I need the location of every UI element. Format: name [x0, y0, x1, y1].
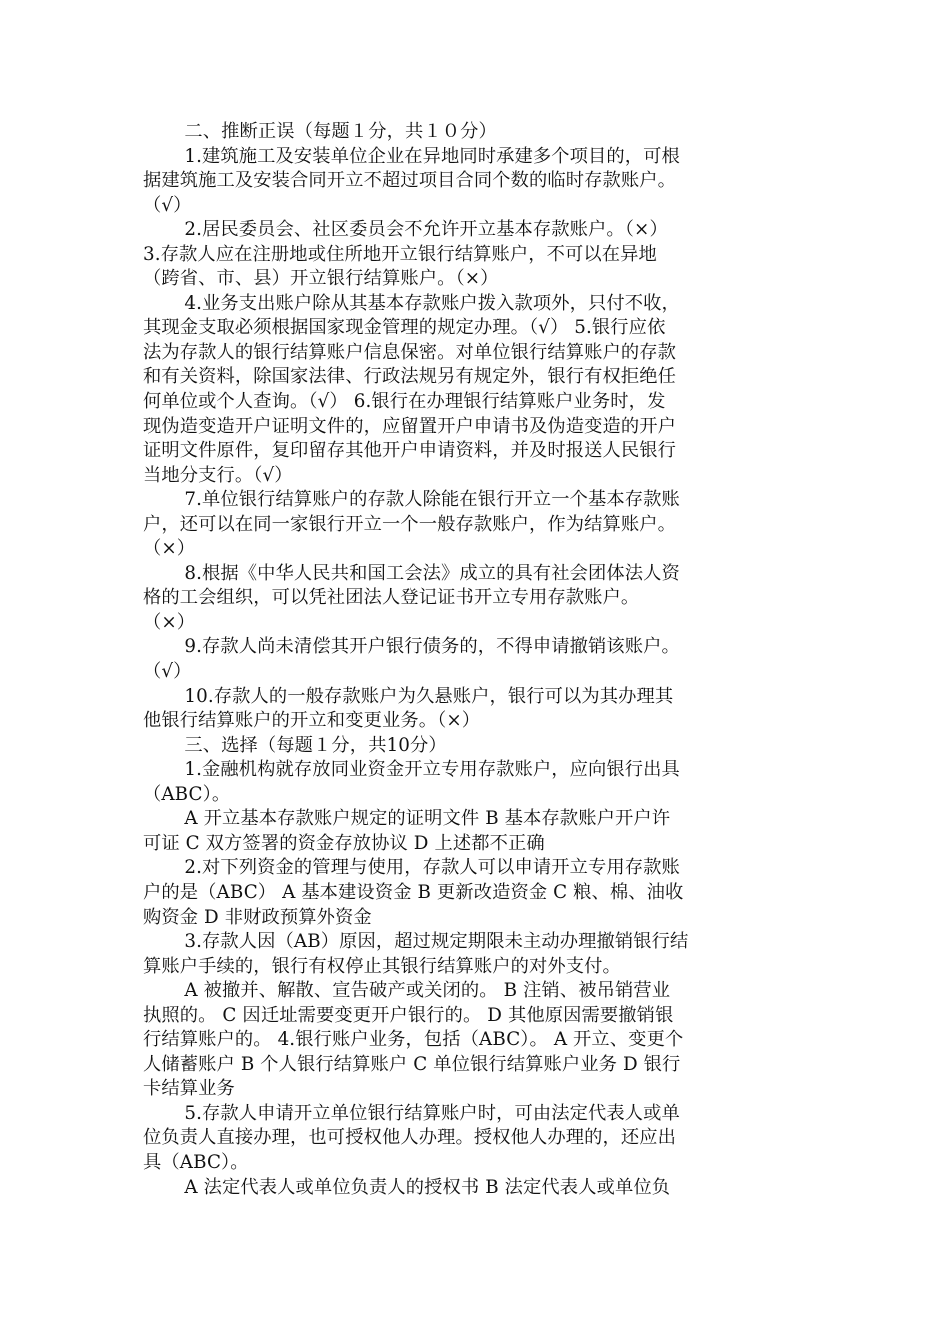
text-line: A 法定代表人或单位负责人的授权书 B 法定代表人或单位负 [143, 1176, 671, 1198]
text-line: 当地分支行。（√） [143, 464, 293, 486]
text-line: 格的工会组织，可以凭社团法人登记证书开立专用存款账户。 [143, 587, 640, 609]
text-line: 卡结算业务 [143, 1078, 235, 1100]
text-line: 执照的。 C 因迁址需要变更开户银行的。 D 其他原因需要撤销银 [143, 1004, 674, 1026]
text-line: 3.存款人应在注册地或住所地开立银行结算账户，不可以在异地 [143, 243, 657, 265]
text-line: 户，还可以在同一家银行开立一个一般存款账户，作为结算账户。 [143, 513, 677, 535]
text-line: 据建筑施工及安装合同开立不超过项目合同个数的临时存款账户。 [143, 170, 677, 192]
text-line: 和有关资料，除国家法律、行政法规另有规定外，银行有权拒绝任 [143, 366, 677, 388]
text-line: 1.建筑施工及安装单位企业在异地同时承建多个项目的，可根 [143, 145, 680, 167]
text-line: 9.存款人尚未清偿其开户银行债务的，不得申请撤销该账户。 [143, 636, 680, 658]
document-text [143, 120, 813, 1200]
text-line: 行结算账户的。 4.银行账户业务，包括（ABC）。 A 开立、变更个 [143, 1029, 684, 1051]
text-line: 算账户手续的，银行有权停止其银行结算账户的对外支付。 [143, 955, 621, 977]
text-line: 3.存款人因（AB）原因，超过规定期限未主动办理撤销银行结 [143, 931, 689, 953]
text-line: 证明文件原件，复印留存其他开户申请资料，并及时报送人民银行 [143, 440, 677, 462]
text-line: （ABC）。 [143, 783, 231, 805]
text-line: 2.居民委员会、社区委员会不允许开立基本存款账户。（×） [143, 219, 668, 241]
text-line: A 被撤并、解散、宣告破产或关闭的。 B 注销、被吊销营业 [143, 980, 671, 1002]
text-line: 4.业务支出账户除从其基本存款账户拨入款项外，只付不收， [143, 292, 680, 314]
text-line: 2.对下列资金的管理与使用，存款人可以申请开立专用存款账 [143, 857, 680, 879]
text-line: 户的是（ABC） A 基本建设资金 B 更新改造资金 C 粮、棉、油收 [143, 881, 684, 903]
text-line: （×） [143, 538, 196, 560]
text-line: 他银行结算账户的开立和变更业务。（×） [143, 710, 481, 732]
text-line: 7.单位银行结算账户的存款人除能在银行开立一个基本存款账 [143, 489, 680, 511]
text-line: 人储蓄账户 B 个人银行结算账户 C 单位银行结算账户业务 D 银行 [143, 1053, 681, 1075]
text-line: 1.金融机构就存放同业资金开立专用存款账户，应向银行出具 [143, 759, 680, 781]
text-line: 可证 C 双方签署的资金存放协议 D 上述都不正确 [143, 832, 545, 854]
text-line: 具（ABC）。 [143, 1151, 249, 1173]
text-line: A 开立基本存款账户规定的证明文件 B 基本存款账户开户许 [143, 808, 671, 830]
text-line: 法为存款人的银行结算账户信息保密。对单位银行结算账户的存款 [143, 341, 677, 363]
text-line: 5.存款人申请开立单位银行结算账户时，可由法定代表人或单 [143, 1102, 680, 1124]
text-line: 现伪造变造开户证明文件的，应留置开户申请书及伪造变造的开户 [143, 415, 677, 437]
text-line: （√） [143, 661, 192, 683]
text-line: （跨省、市、县）开立银行结算账户。（×） [143, 268, 499, 290]
text-line: （×） [143, 611, 196, 633]
text-line: 购资金 D 非财政预算外资金 [143, 906, 372, 928]
text-line: （√） [143, 194, 192, 216]
text-line: 何单位或个人查询。（√） 6.银行在办理银行结算账户业务时，发 [143, 391, 666, 413]
section-heading-choice: 三、选择（每题１分，共10分） [143, 734, 447, 756]
text-line: 其现金支取必须根据国家现金管理的规定办理。（√） 5.银行应依 [143, 317, 666, 339]
text-line: 10.存款人的一般存款账户为久悬账户，银行可以为其办理其 [143, 685, 674, 707]
text-line: 位负责人直接办理，也可授权他人办理。授权他人办理的，还应出 [143, 1127, 677, 1149]
section-heading-true-false: 二、推断正误（每题１分，共１０分） [143, 121, 497, 142]
text-line: 8.根据《中华人民共和国工会法》成立的具有社会团体法人资 [143, 562, 680, 584]
